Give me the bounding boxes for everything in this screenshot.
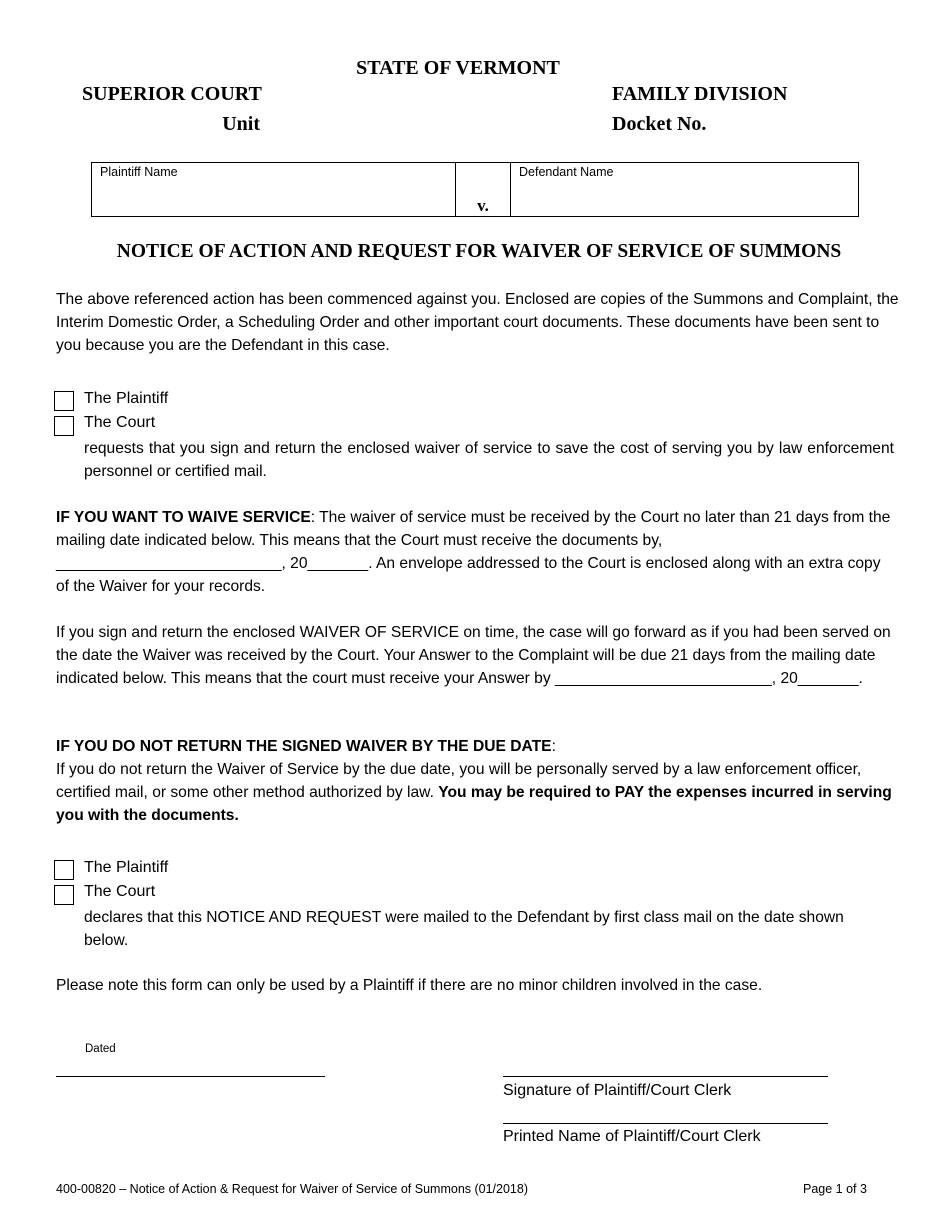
defendant-name-label: Defendant Name [519,165,614,179]
declare-plaintiff-checkbox[interactable] [54,860,74,880]
not-return-heading-suffix: : [551,738,556,755]
document-title: NOTICE OF ACTION AND REQUEST FOR WAIVER OF SERVICE OF SUMMONS [116,241,842,262]
declare-plaintiff-label: The Plaintiff [84,859,169,876]
parties-table [91,162,859,217]
signature-line[interactable] [503,1076,828,1077]
not-return-paragraph [56,735,906,827]
sign-return-paragraph: If you sign and return the enclosed WAIVER OF SERVICE on time, the case will go forward as if you had been served on the date the Waiver was received by the Court. Your Answer to the Complaint will be due 21 days from the mailing date indicated below. This means that the court must receive your Answer by _________________________, 20_______. [56,624,891,687]
waive-service-heading: IF YOU WANT TO WAIVE SERVICE [56,509,311,526]
unit-label: Unit [222,113,260,135]
dated-line[interactable] [56,1076,325,1077]
plaintiff-name-label: Plaintiff Name [100,165,178,179]
versus-label: v. [477,196,489,215]
request-plaintiff-checkbox[interactable] [54,391,74,411]
footer-page-number: Page 1 of 3 [803,1182,867,1196]
state-heading: STATE OF VERMONT [356,57,560,79]
not-return-text: If you do not return the Waiver of Service by the due date, you will be personally served by a law enforcement officer, certified mail, or some other method authorized by law. [56,761,862,801]
dated-label: Dated [85,1043,116,1055]
waive-service-paragraph [56,506,896,598]
versus-cell [456,163,511,216]
plaintiff-name-field[interactable] [92,163,456,216]
signature-label: Signature of Plaintiff/Court Clerk [503,1082,732,1099]
request-court-label: The Court [84,414,156,431]
docket-label: Docket No. [612,113,707,135]
waive-service-text: : The waiver of service must be received by the Court no later than 21 days from the mailing date indicated below. This means that the Court must receive the documents by, __________________________, 20_______. An envelope addressed to the Court is enclosed along with an extra copy of the Waiver for your records. [56,509,891,595]
printed-name-line[interactable] [503,1123,828,1124]
printed-name-label: Printed Name of Plaintiff/Court Clerk [503,1128,761,1145]
defendant-name-field[interactable] [511,163,858,216]
court-name: SUPERIOR COURT [82,83,262,105]
division-name: FAMILY DIVISION [612,83,788,105]
declare-court-label: The Court [84,883,156,900]
declare-court-checkbox[interactable] [54,885,74,905]
declare-paragraph: declares that this NOTICE AND REQUEST were mailed to the Defendant by first class mail on the date shown below. [84,909,844,949]
note-paragraph: Please note this form can only be used by a Plaintiff if there are no minor children involved in the case. [56,977,763,994]
footer-form-id: 400-00820 – Notice of Action & Request for Waiver of Service of Summons (01/2018) [56,1182,529,1196]
request-plaintiff-label: The Plaintiff [84,390,169,407]
request-court-checkbox[interactable] [54,416,74,436]
not-return-heading: IF YOU DO NOT RETURN THE SIGNED WAIVER BY THE DUE DATE [56,738,552,755]
pay-expenses-warning: You may be required to PAY the expenses incurred in serving you with the documents. [56,784,892,824]
request-paragraph: requests that you sign and return the enclosed waiver of service to save the cost of serving you by law enforcement personnel or certified mail. [84,440,894,480]
intro-paragraph: The above referenced action has been commenced against you. Enclosed are copies of the Summons and Complaint, the Interim Domestic Order, a Scheduling Order and other important court documents. These documents have been sent to you because you are the Defendant in this case. [56,291,899,354]
